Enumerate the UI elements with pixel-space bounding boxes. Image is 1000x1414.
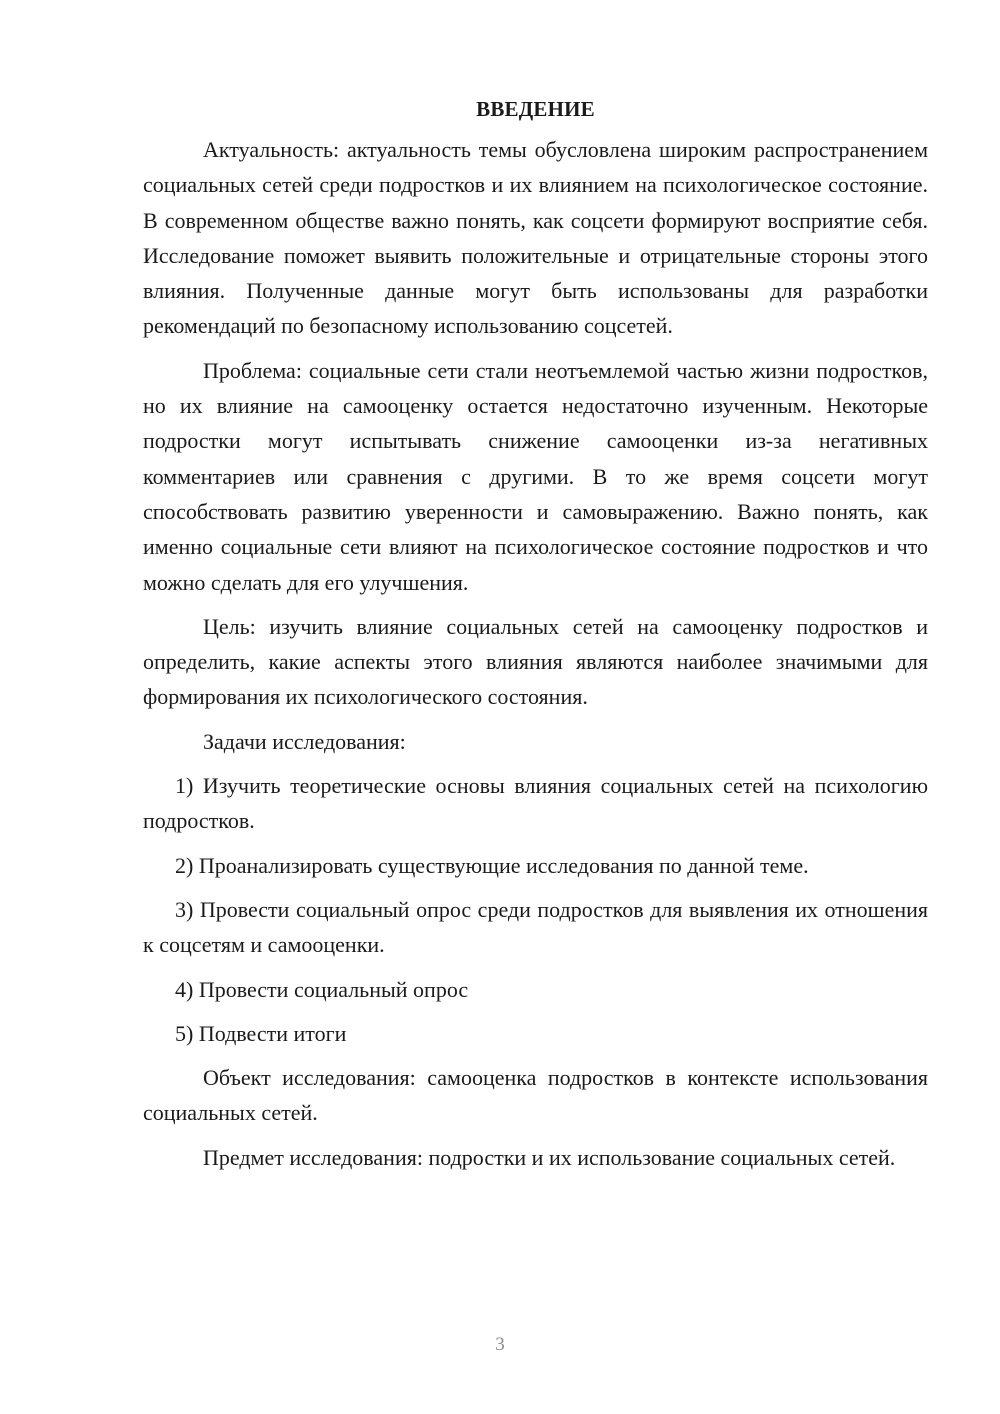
goal-paragraph: Цель: изучить влияние социальных сетей на самооценку подростков и определить, какие аспекты этого влияния являются наиболее значимыми для формирования их психологического состояния.: [143, 613, 928, 710]
problem-paragraph: Проблема: социальные сети стали неотъемлемой частью жизни подростков, но их влияние на самооценку остается недостаточно изученным. Некоторые подростки могут испытывать снижение самооценки из-за негативных комментариев или сравнения с другими. В то же время соцсети могут способствовать развитию уверенности и самовыражению. Важно понять, как именно социальные сети влияют на психологическое состояние подростков и что можно сделать для его улучшения.: [143, 357, 928, 595]
object-paragraph: Объект исследования: самооценка подростков в контексте использования социальных сетей.: [143, 1065, 928, 1126]
task-item-2: 2) Проанализировать существующие исследования по данной теме.: [175, 852, 809, 878]
task-item-4: 4) Провести социальный опрос: [175, 976, 469, 1002]
section-title: ВВЕДЕНИЕ: [476, 97, 595, 121]
task-item-5: 5) Подвести итоги: [175, 1020, 347, 1046]
task-item-1: 1) Изучить теоретические основы влияния социальных сетей на психологию подростков.: [143, 773, 928, 834]
tasks-heading: Задачи исследования:: [203, 728, 406, 754]
page-content: [143, 94, 928, 1175]
page-number: 3: [495, 1334, 505, 1355]
task-item-3: 3) Провести социальный опрос среди подростков для выявления их отношения к соцсетям и самооценки.: [143, 896, 928, 958]
relevance-paragraph: Актуальность: актуальность темы обусловлена широким распространением социальных сетей среди подростков и их влиянием на психологическое состояние. В современном обществе важно понять, как соцсети формируют восприятие себя. Исследование поможет выявить положительные и отрицательные стороны этого влияния. Полученные данные могут быть использованы для разработки рекомендаций по безопасному использованию соцсетей.: [143, 137, 928, 339]
subject-paragraph: Предмет исследования: подростки и их использование социальных сетей.: [203, 1144, 896, 1170]
